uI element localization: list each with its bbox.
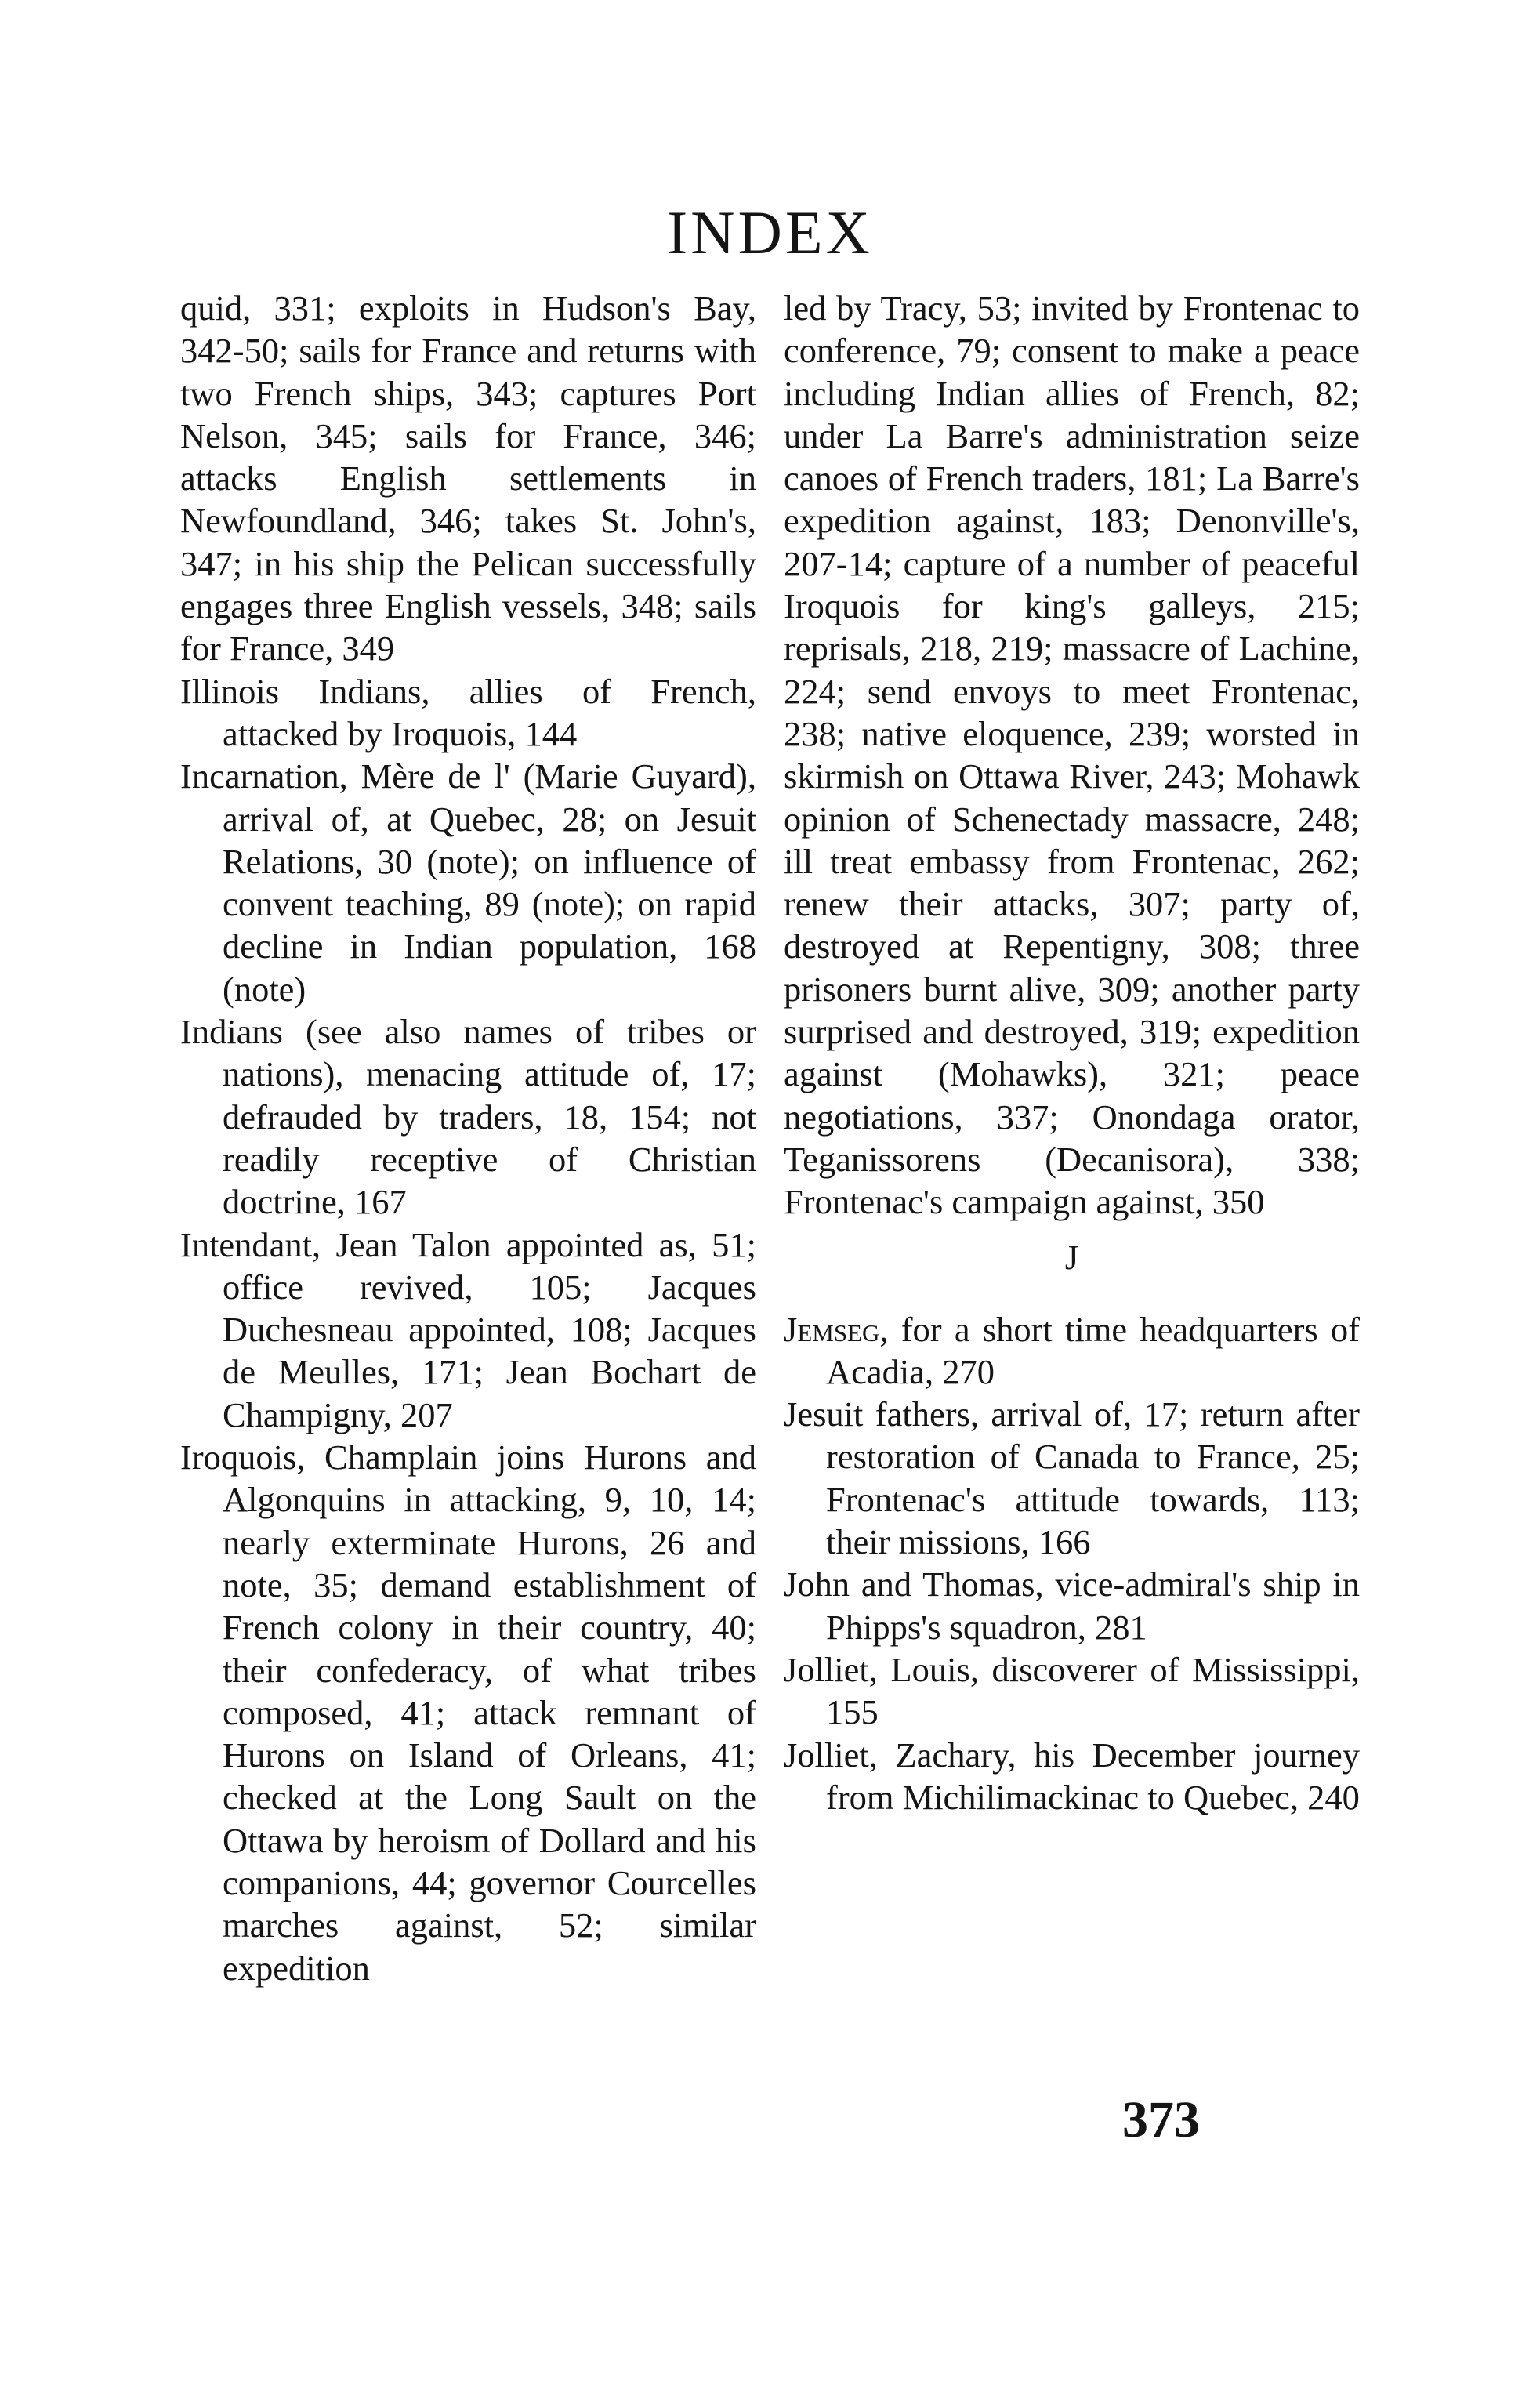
index-entry: Incarnation, Mère de l' (Marie Guyard), arrival of, at Quebec, 28; on Jesuit Relations, 30 (note); on influence of convent teaching, 89 (note); on rapid decline in Indian population, 168 (note) [180,756,756,1009]
section-letter-heading: J [1064,1237,1079,1277]
index-entry: Jesuit fathers, arrival of, 17; return after restoration of Canada to France, 25; Frontenac's attitude towards, 113; their missions, 166 [784,1394,1360,1562]
index-entry: Indians (see also names of tribes or nations), menacing attitude of, 17; defrauded by traders, 18, 154; not readily receptive of Christian doctrine, 167 [180,1012,756,1222]
running-head: INDEX [667,198,873,266]
index-entry: Iroquois, Champlain joins Hurons and Algonquins in attacking, 9, 10, 14; nearly exterminate Hurons, 26 and note, 35; demand establishment of French colony in their country, 40; their confederacy, of what tribes composed, 41; attack remnant of Hurons on Island of Orleans, 41; checked at the Long Sault on the Ottawa by heroism of Dollard and his companions, 44; governor Courcelles marches against, 52; similar expedition [180,1438,756,1988]
index-entry: quid, 331; exploits in Hudson's Bay, 342-50; sails for France and returns with two French ships, 343; captures Port Nelson, 345; sails for France, 346; attacks English settlements in Newfoundland, 346; takes St. John's, 347; in his ship the Pelican successfully engages three English vessels, 348; sails for France, 349 [180,288,756,669]
index-entry: Intendant, Jean Talon appointed as, 51; office revived, 105; Jacques Duchesneau appointed, 108; Jacques de Meulles, 171; Jean Bochart de Champigny, 207 [180,1224,756,1434]
index-entry [784,1308,1360,1394]
index-entry: John and Thomas, vice-admiral's ship in Phipps's squadron, 281 [784,1564,1360,1647]
index-entry-continuation: led by Tracy, 53; invited by Frontenac to conference, 79; consent to make a peace including Indian allies of French, 82; under La Barre's administration seize canoes of French traders, 181; La Barre's expedition against, 183; Denonville's, 207-14; capture of a number of peaceful Iroquois for king's galleys, 215; reprisals, 218, 219; massacre of Lachine, 224; send envoys to meet Frontenac, 238; native eloquence, 239; worsted in skirmish on Ottawa River, 243; Mohawk opinion of Schenectady massacre, 248; ill treat embassy from Frontenac, 262; renew their attacks, 307; party of, destroyed at Repentigny, 308; three prisoners burnt alive, 309; another party surprised and destroyed, 319; expedition against (Mohawks), 321; peace negotiations, 337; Onondaga orator, Teganissorens (Decanisora), 338; Frontenac's campaign against, 350 [784,288,1360,1222]
index-entry: Jolliet, Zachary, his December journey from Michilimackinac to Quebec, 240 [784,1735,1360,1817]
index-entry: Jolliet, Louis, discoverer of Mississippi, 155 [784,1649,1360,1732]
index-column-right [784,287,1360,1818]
index-column-left [180,287,756,1989]
index-entry: Illinois Indians, allies of French, attacked by Iroquois, 144 [180,671,756,753]
entry-headword: Jemseg [784,1309,880,1349]
page-number: 373 [1122,2091,1200,2148]
entry-text: , for a short time headquarters of Acadia, 270 [826,1309,1360,1391]
